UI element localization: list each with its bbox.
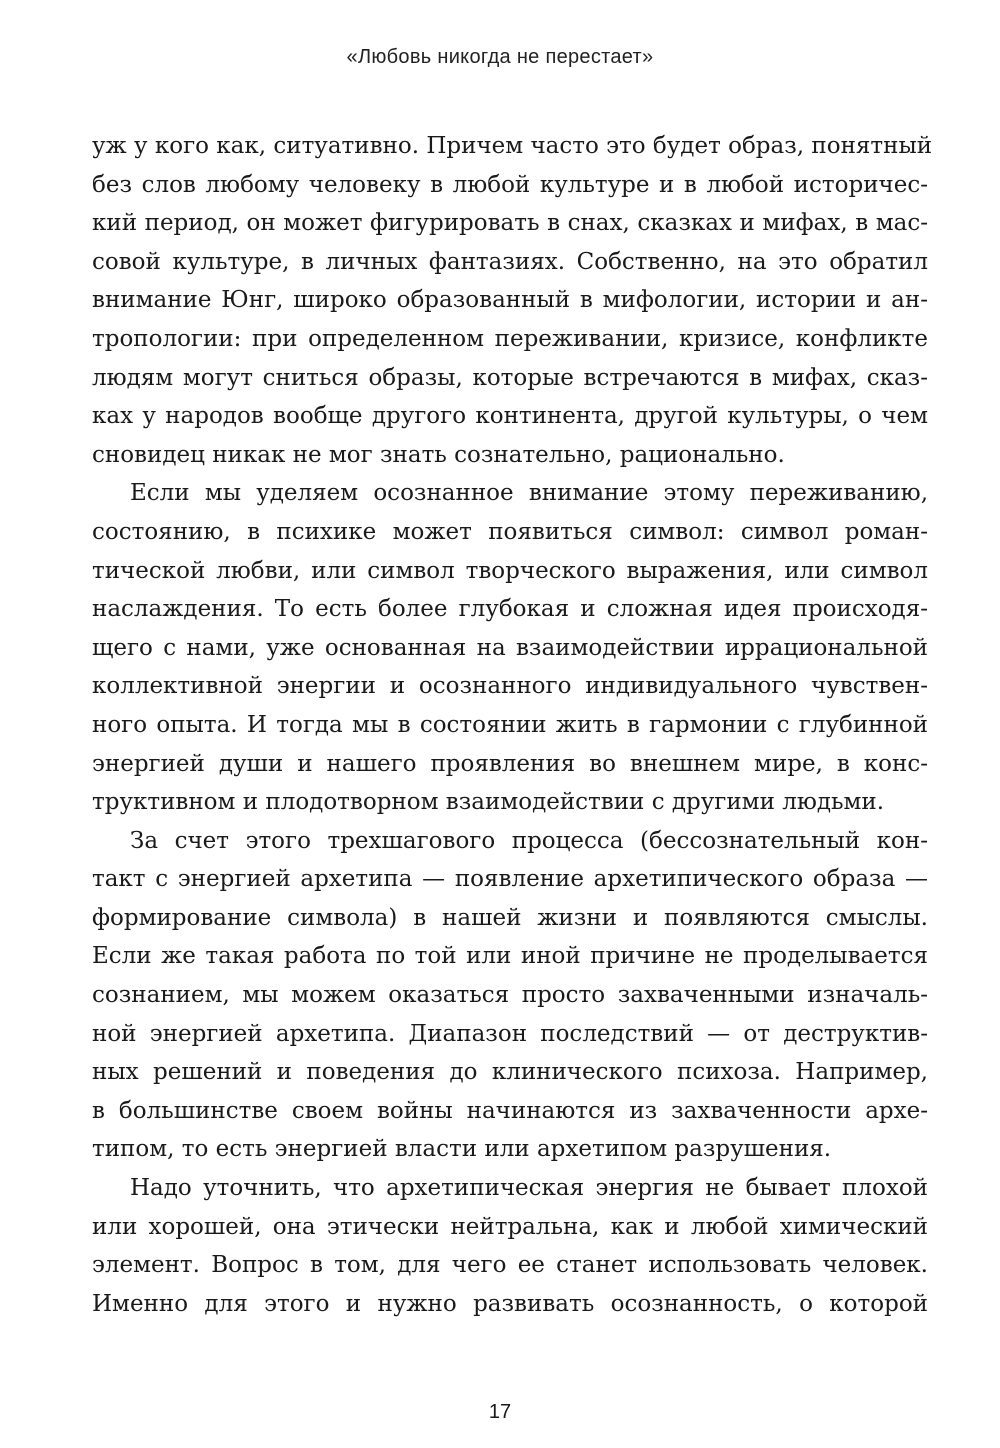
text-line: совой культуре, в личных фантазиях. Собственно, на это обратил [92, 248, 928, 275]
paragraph [92, 474, 928, 821]
text-line: кий период, он может фигурировать в снах, сказках и мифах, в мас- [92, 210, 928, 237]
text-line: внимание Юнг, широко образованный в мифологии, истории и ан- [92, 287, 928, 314]
paragraph [92, 1169, 928, 1323]
text-line: Если же такая работа по той или иной причине не проделывается [92, 943, 928, 970]
running-head: «Любовь никогда не перестает» [346, 46, 654, 68]
text-line: ной энергией архетипа. Диапазон последствий — от деструктив- [92, 1020, 928, 1047]
text-line: в большинстве своем войны начинаются из захваченности архе- [92, 1097, 928, 1124]
page-number: 17 [488, 1401, 512, 1423]
text-line: энергией души и нашего проявления во внешнем мире, в конс- [92, 750, 928, 777]
text-line: уж у кого как, ситуативно. Причем часто это будет образ, понятный [92, 133, 933, 159]
text-line: труктивном и плодотворном взаимодействии с другими людьми. [92, 789, 885, 816]
text-line: или хорошей, она этически нейтральна, как и любой химический [92, 1213, 928, 1240]
text-line: коллективной энергии и осознанного индивидуального чувствен- [92, 673, 928, 700]
text-line: наслаждения. То есть более глубокая и сложная идея происходя- [92, 596, 928, 623]
text-line: Именно для этого и нужно развивать осознанность, о которой [92, 1290, 928, 1317]
text-line: ного опыта. И тогда мы в состоянии жить в гармонии с глубинной [92, 711, 928, 738]
text-line: щего с нами, уже основанная на взаимодействии иррациональной [92, 634, 928, 661]
text-line: такт с энергией архетипа — появление архетипического образа — [92, 866, 928, 893]
text-line: тической любви, или символ творческого выражения, или символ [92, 557, 928, 584]
text-line: состоянию, в психике может появиться символ: символ роман- [92, 518, 928, 545]
text-line: Надо уточнить, что архетипическая энергия не бывает плохой [130, 1175, 928, 1202]
text-line: формирование символа) в нашей жизни и появляются смыслы. [92, 904, 928, 931]
text-line: ках у народов вообще другого континента, другой культуры, о чем [92, 403, 928, 430]
text-line: ных решений и поведения до клинического психоза. Например, [92, 1059, 928, 1086]
paragraph [92, 822, 928, 1169]
text-line: элемент. Вопрос в том, для чего ее станет использовать человек. [92, 1252, 928, 1279]
text-line: За счет этого трехшагового процесса (бессознательный кон- [130, 827, 928, 854]
text-line: Если мы уделяем осознанное внимание этому переживанию, [130, 480, 928, 507]
text-line: людям могут сниться образы, которые встречаются в мифах, сказ- [92, 364, 928, 391]
text-line: типом, то есть энергией власти или архетипом разрушения. [92, 1136, 832, 1163]
text-line: тропологии: при определенном переживании, кризисе, конфликте [92, 325, 928, 352]
body-text [92, 127, 933, 1323]
text-line: сознанием, мы можем оказаться просто захваченными изначаль- [92, 982, 928, 1009]
text-line: сновидец никак не мог знать сознательно, рационально. [92, 441, 785, 468]
paragraph [92, 127, 933, 474]
text-line: без слов любому человеку в любой культуре и в любой историчес- [92, 171, 928, 198]
